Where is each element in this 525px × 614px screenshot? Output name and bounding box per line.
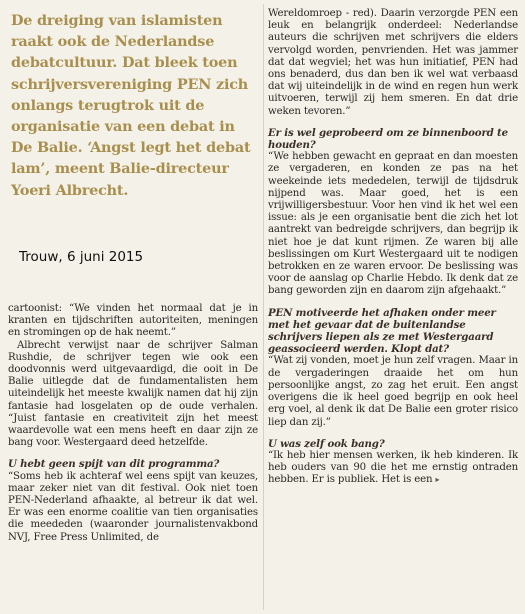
body-paragraph: Wereldomroep - red). Daarin verzorgde PEN een leuk en belangrijk onderdeel: Nederlandse auteurs die schrijven met schrijvers die elders vervolgd worden, penvrienden. Het was jammer dat dat wegviel; het was hun initiatief, PEN had ons benaderd, dus dan ben ik wel wat verbaasd dat wij uiteindelijk in de wind en regen hun werk uitvoeren, terwijl zij hem smeren. En dat drie weken tevoren.” (268, 8, 518, 117)
continue-arrow-icon: ▸ (435, 475, 440, 485)
interview-question: Er is wel geprobeerd om ze binnenboord te houden? (268, 126, 508, 152)
body-paragraph (268, 450, 518, 487)
body-paragraph: cartoonist: “We vinden het normaal dat je in kranten en tijdschriften autoriteiten, meningen en stromingen op de hak neemt.” (8, 303, 258, 339)
body-paragraph: “Wat zij vonden, moet je hun zelf vragen. Maar in de vergaderingen draaide het om hun persoonlijke angst, zo zag het eruit. Een angst overigens die ik heel goed begrijp en ook heel erg voel, al denk ik dat De Balie een groter risico liep dan zij.” (268, 355, 518, 428)
body-paragraph: “We hebben gewacht en gepraat en dan moesten ze vergaderen, en konden ze pas na het weekeinde iets mededelen, terwijl de tijdsdruk nijpend was. Maar goed, het is een vrijwilligersbestuur. Voor hen vind ik het wel een issue: als je een organisatie bent die zich het lot aantrekt van bedreigde schrijvers, dan begrijp ik niet hoe je dat kunt rijmen. Ze waren bij alle beslissingen om Kurt Westergaard uit te nodigen betrokken en ze waren ervoor. De beslissing was voor de aanslag op Charlie Hebdo. Ik denk dat ze bang geworden zijn en daarom zijn afgehaakt.” (268, 151, 518, 297)
body-text: “Ik heb hier mensen werken, ik heb kinderen. Ik heb ouders van 90 die het me ernstig ontraden hebben. Er is publiek. Het is een (268, 449, 518, 486)
body-paragraph: “Soms heb ik achteraf wel eens spijt van keuzes, maar zeker niet van dit festival. Ook niet toen PEN-Nederland afhaakte, al betreur ik dat wel. Er was een enorme coalitie van tien organisaties die meededen (waaronder journalistenvakbond NVJ, Free Press Unlimited, de (8, 470, 258, 543)
column-divider (263, 4, 264, 610)
interview-question: U hebt geen spijt van dit programma? (8, 458, 220, 471)
lead-paragraph: De dreiging van islamisten raakt ook de Nederlandse debatcultuur. Dat bleek toen schrijversvereniging PEN zich onlangs terugtrok uit de organisatie van een debat in De Balie. ‘Angst legt het debat lam’, meent Balie-directeur Yoeri Albrecht. (11, 12, 251, 199)
source-caption: Trouw, 6 juni 2015 (19, 249, 144, 265)
interview-question: U was zelf ook bang? (268, 437, 385, 450)
body-paragraph: Albrecht verwijst naar de schrijver Salman Rushdie, de schrijver tegen wie ook een doodvonnis werd uitgevaardigd, die ooit in De Balie uitlegde dat de fundamentalisten hem uiteindelijk het meeste kwalijk namen dat hij zijn fantasie had losgelaten op de oude verhalen. “Juist fantasie en creativiteit zijn het meest waardevolle wat een mens heeft en daar zijn ze bang voor. Westergaard deed hetzelfde. (8, 339, 258, 449)
interview-question: PEN motiveerde het afhaken onder meer met het gevaar dat de buitenlandse schrijvers liepen als ze met Westergaard geassocieerd werden. Klopt dat? (268, 306, 496, 356)
left-column (8, 303, 258, 544)
right-column (268, 8, 518, 487)
